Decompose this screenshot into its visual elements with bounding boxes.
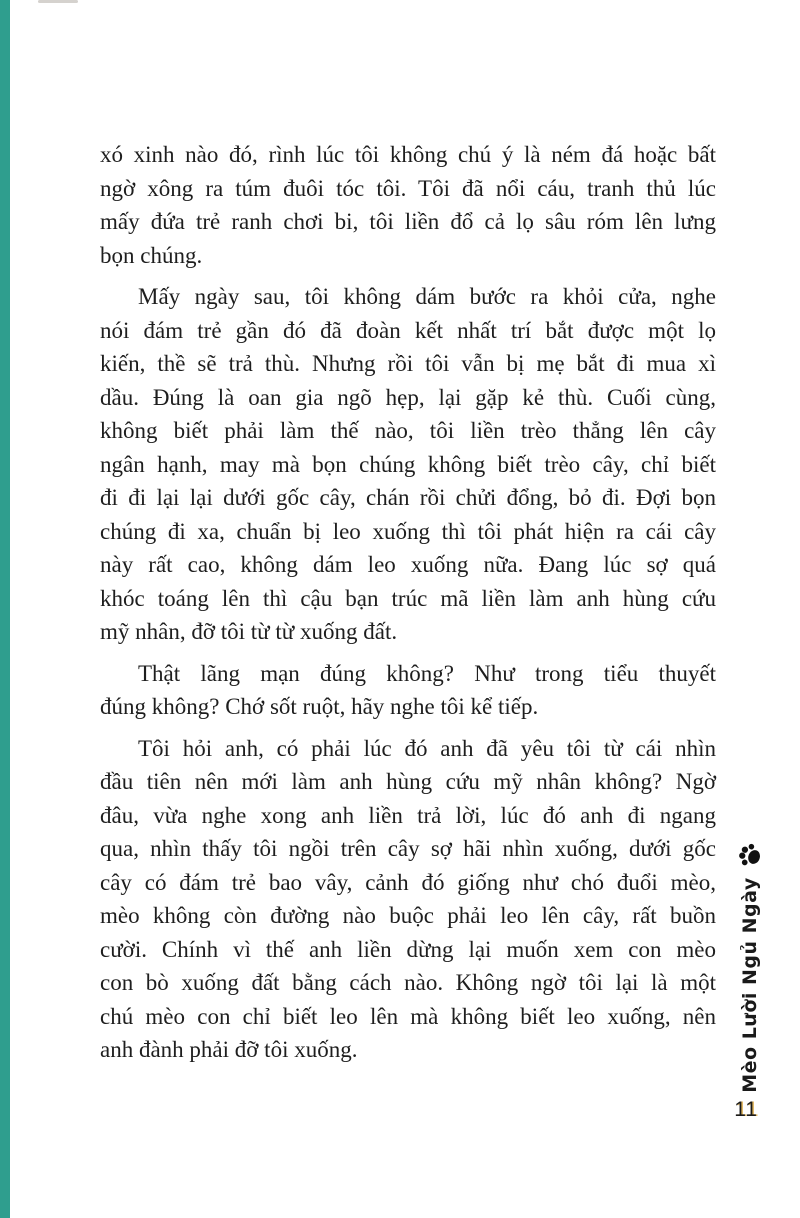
text-line: cây có đám trẻ bao vây, cảnh đó giống như chó đuổi mèo, bbox=[100, 869, 716, 895]
text-line: Thật lãng mạn đúng không? Như trong tiểu thuyết bbox=[138, 660, 716, 686]
paragraph bbox=[100, 280, 716, 649]
text-line: đi đi lại lại dưới gốc cây, chán rồi chửi đổng, bỏ đi. Đợi bọn bbox=[100, 485, 716, 510]
text-line: chú mèo con chỉ biết leo lên mà không biết leo xuống, nên bbox=[100, 1003, 716, 1029]
text-line: cười. Chính vì thế anh liền dừng lại muốn xem con mèo bbox=[100, 936, 716, 962]
text-line: ngân hạnh, may mà bọn chúng không biết trèo cây, chỉ biết bbox=[100, 451, 716, 477]
text-line: dầu. Đúng là oan gia ngõ hẹp, lại gặp kẻ thù. Cuối cùng, bbox=[100, 384, 716, 410]
body-text bbox=[100, 138, 716, 1075]
paw-icon bbox=[734, 840, 765, 873]
text-line: kiến, thề sẽ trả thù. Nhưng rồi tôi vẫn bị mẹ bắt đi mua xì bbox=[100, 351, 716, 376]
text-line: nói đám trẻ gần đó đã đoàn kết nhất trí bắt được một lọ bbox=[100, 317, 716, 343]
text-line: đầu tiên nên mới làm anh hùng cứu mỹ nhân không? Ngờ bbox=[100, 769, 716, 794]
text-line: đúng không? Chớ sốt ruột, hãy nghe tôi kể tiếp. bbox=[100, 694, 539, 719]
text-line: mấy đứa trẻ ranh chơi bi, tôi liền đổ cả lọ sâu róm lên lưng bbox=[100, 209, 716, 234]
running-title-label: Mèo Lười Ngủ Ngày bbox=[739, 877, 761, 1093]
text-line: đâu, vừa nghe xong anh liền trả lời, lúc đó anh đi ngang bbox=[100, 802, 716, 828]
text-line: khóc toáng lên thì cậu bạn trúc mã liền làm anh hùng cứu bbox=[100, 585, 716, 611]
text-line: Mấy ngày sau, tôi không dám bước ra khỏi cửa, nghe bbox=[138, 284, 716, 309]
text-line: con bò xuống đất bằng cách nào. Không ngờ tôi lại là một bbox=[100, 970, 716, 995]
text-line: xó xinh nào đó, rình lúc tôi không chú ý là ném đá hoặc bất bbox=[100, 142, 716, 167]
text-line: mèo không còn đường nào buộc phải leo lên cây, rất buồn bbox=[100, 903, 716, 928]
text-line: này rất cao, không dám leo xuống nữa. Đang lúc sợ quá bbox=[100, 552, 716, 577]
text-line: qua, nhìn thấy tôi ngồi trên cây sợ hãi nhìn xuống, dưới gốc bbox=[100, 836, 716, 861]
page-number: 11 bbox=[734, 1098, 758, 1121]
scan-artifact bbox=[38, 0, 78, 3]
text-line: mỹ nhân, đỡ tôi từ từ xuống đất. bbox=[100, 619, 398, 644]
running-title-vertical bbox=[733, 863, 767, 1093]
left-accent-bar bbox=[0, 0, 10, 1218]
text-line: bọn chúng. bbox=[100, 242, 203, 268]
text-line: chúng đi xa, chuẩn bị leo xuống thì tôi phát hiện ra cái cây bbox=[100, 518, 716, 544]
paragraph bbox=[100, 732, 716, 1067]
text-line: ngờ xông ra túm đuôi tóc tôi. Tôi đã nổi cáu, tranh thủ lúc bbox=[100, 175, 716, 201]
paragraph bbox=[100, 657, 716, 724]
paragraph bbox=[100, 138, 716, 272]
text-line: không biết phải làm thế nào, tôi liền trèo thẳng lên cây bbox=[100, 418, 716, 443]
text-line: Tôi hỏi anh, có phải lúc đó anh đã yêu tôi từ cái nhìn bbox=[138, 735, 716, 761]
text-line: anh đành phải đỡ tôi xuống. bbox=[100, 1037, 358, 1062]
